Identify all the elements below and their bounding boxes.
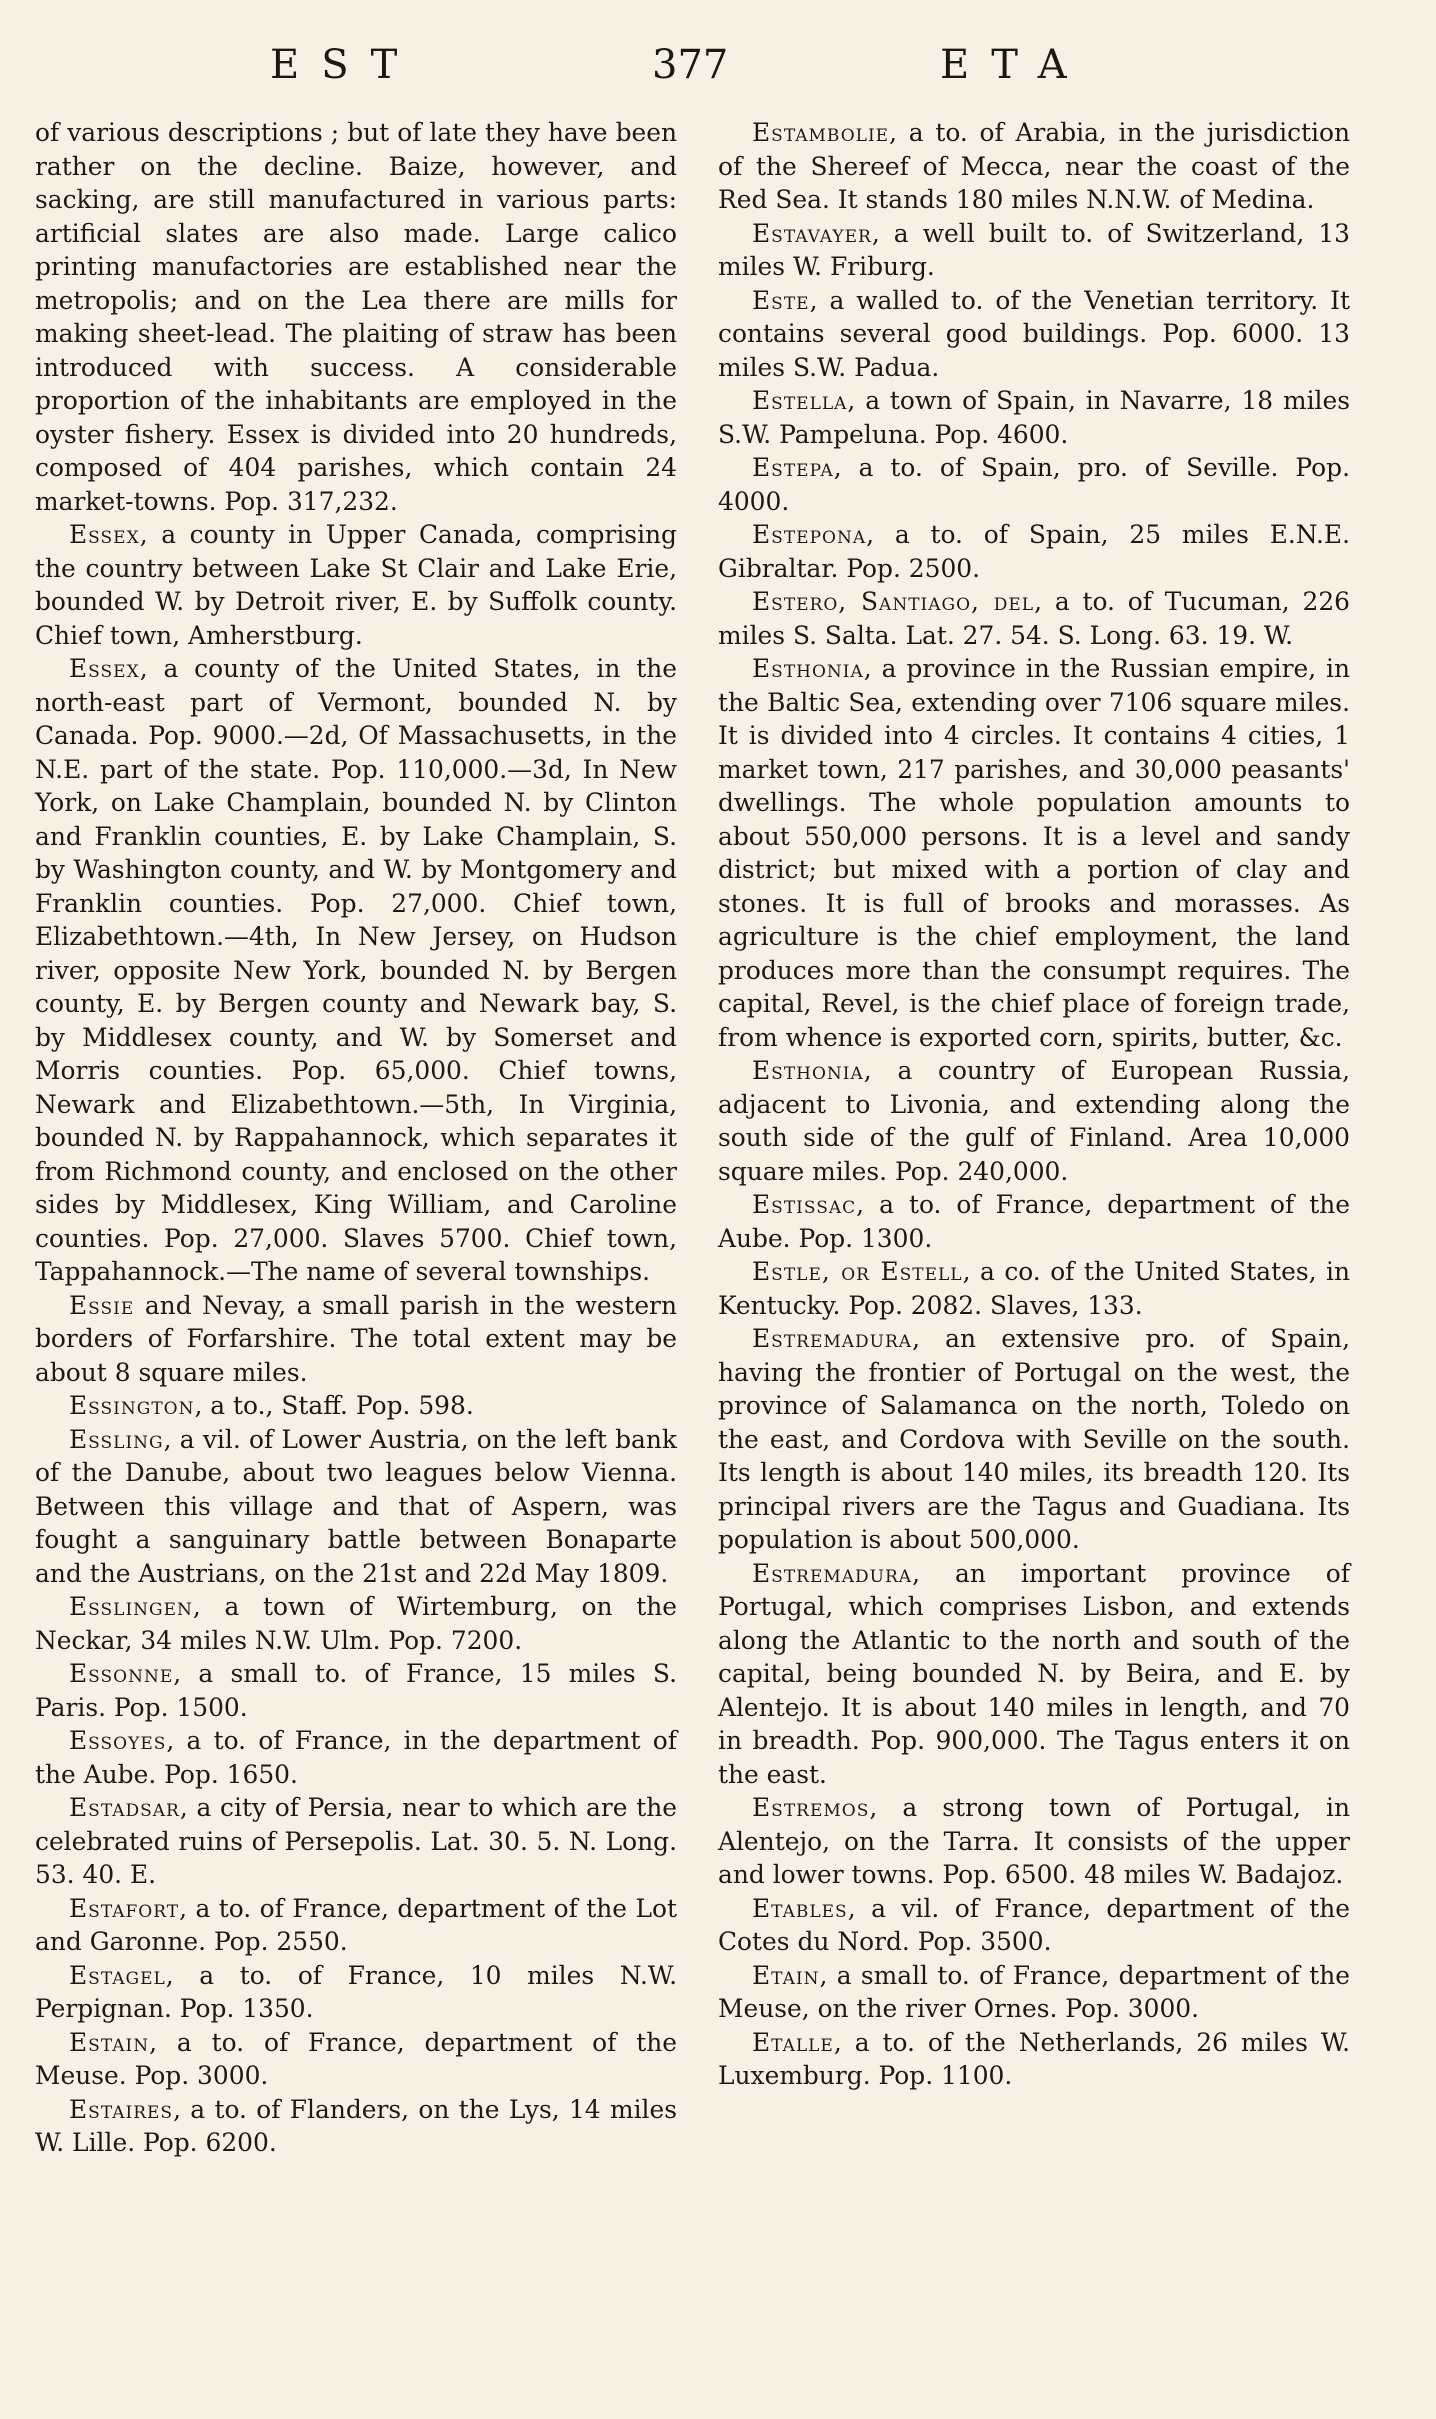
- entry-text: , a small to. of France, 15 miles S. Paris. Pop. 1500.: [35, 1659, 677, 1722]
- gazetteer-entry: [718, 1791, 1350, 1892]
- entry-text: , a town of Spain, in Navarre, 18 miles S.W. Pampeluna. Pop. 4600.: [718, 386, 1350, 449]
- gazetteer-entry: [718, 1322, 1350, 1557]
- gazetteer-entry: [718, 1054, 1350, 1188]
- entry-text: , a city of Persia, near to which are the celebrated ruins of Persepolis. Lat. 30. 5. N. Long. 53. 40. E.: [35, 1793, 677, 1889]
- gazetteer-entry: [35, 2093, 677, 2160]
- entry-headword: Estadsar: [69, 1793, 180, 1822]
- entry-headword: Essoyes: [69, 1726, 167, 1755]
- entry-text: , a country of European Russia, adjacent to Livonia, and extending along the south side of the gulf of Finland. Area 10,000 square miles. Pop. 240,000.: [718, 1056, 1350, 1186]
- entry-headword: Estissac: [752, 1190, 857, 1219]
- entry-headword: Estavayer: [752, 218, 872, 248]
- entry-text: , an extensive pro. of Spain, having the frontier of Portugal on the west, the province of Salamanca on the north, Toledo on the east, and Cordova with Seville on the south. Its length is about 140 miles, its breadth 120. Its principal rivers are the Tagus and Guadiana. Its population is about 500,000.: [718, 1324, 1350, 1554]
- entry-text: , a small to. of France, department of the Meuse, on the river Ornes. Pop. 3000.: [718, 1960, 1350, 2023]
- entry-text: , a vil. of Lower Austria, on the left bank of the Danube, about two leagues below Vienna. Between this village and that of Aspern, was fought a sanguinary battle between Bonaparte and the Austrians, on the 21st and 22d May 1809.: [35, 1424, 677, 1588]
- entry-text: , a to. of France, in the department of the Aube. Pop. 1650.: [35, 1726, 677, 1789]
- gazetteer-entry: [35, 1657, 677, 1724]
- gazetteer-entry: [35, 1289, 677, 1390]
- entry-headword: Esslingen: [69, 1592, 193, 1621]
- header-left-guide-word: EST: [270, 42, 420, 88]
- entry-text: , a to. of France, 10 miles N.W. Perpignan. Pop. 1350.: [35, 1960, 677, 2023]
- entry-headword: Estella: [752, 386, 848, 415]
- gazetteer-entry: [35, 1892, 677, 1959]
- entry-text: , an important province of Portugal, which comprises Lisbon, and extends along the Atlantic to the north and south of the capital, being bounded N. by Beira, and E. by Alentejo. It is about 140 miles in length, and 70 in breadth. Pop. 900,000. The Tagus enters it on the east.: [718, 1558, 1350, 1789]
- left-column: [35, 116, 677, 2160]
- entry-text: , a to. of the Netherlands, 26 miles W. Luxemburg. Pop. 1100.: [718, 2027, 1350, 2090]
- header-right-guide-word: ETA: [940, 42, 1089, 88]
- gazetteer-entry: [718, 585, 1350, 652]
- page-number: 377: [652, 42, 729, 88]
- entry-text: , a co. of the United States, in Kentucky. Pop. 2082. Slaves, 133.: [718, 1257, 1351, 1320]
- entry-text: of various descriptions ; but of late they have been rather on the decline. Baize, however, and sacking, are still manufactured in various parts: artificial slates are also made. Large calico printing manufactories are established near the metropolis; and on the Lea there are mills for making sheet-lead. The plaiting of straw has been introduced with success. A considerable proportion of the inhabitants are employed in the oyster fishery. Essex is divided into 20 hundreds, composed of 404 parishes, which contain 24 market-towns. Pop. 317,232.: [35, 118, 677, 516]
- entry-text: and Nevay, a small parish in the western borders of Forfarshire. The total extent may be about 8 square miles.: [35, 1290, 677, 1387]
- gazetteer-entry: [718, 1557, 1350, 1792]
- gazetteer-entry: [718, 1892, 1350, 1959]
- gazetteer-entry: [35, 2026, 677, 2093]
- entry-headword: Estafort: [69, 1893, 180, 1923]
- gazetteer-entry: [35, 518, 677, 652]
- entry-text: , a to. of Spain, pro. of Seville. Pop. 4000.: [718, 453, 1350, 516]
- gazetteer-entry: [718, 1255, 1350, 1322]
- entry-text: , a well built to. of Switzerland, 13 miles W. Friburg.: [718, 218, 1350, 281]
- gazetteer-entry: [35, 1959, 677, 2026]
- entry-text: , a to. of Spain, 25 miles E.N.E. Gibraltar. Pop. 2500.: [718, 520, 1350, 583]
- entry-headword: Esthonia: [752, 654, 864, 683]
- entry-headword: Estremadura: [752, 1324, 913, 1353]
- gazetteer-entry: [35, 1423, 677, 1591]
- entry-headword: Estepa: [752, 453, 834, 482]
- entry-headword: Estain: [69, 2027, 150, 2057]
- gazetteer-entry: [35, 116, 677, 518]
- entry-text: , a strong town of Portugal, in Alentejo, on the Tarra. It consists of the upper and lower towns. Pop. 6500. 48 miles W. Badajoz.: [718, 1793, 1350, 1889]
- entry-headword: Estaires: [69, 2094, 174, 2124]
- gazetteer-entry: [718, 384, 1350, 451]
- entry-text: , a county of the United States, in the north-east part of Vermont, bounded N. by Canada. Pop. 9000.—2d, Of Massachusetts, in the N.E. part of the state. Pop. 110,000.—3d, In New York, on Lake Champlain, bounded N. by Clinton and Franklin counties, E. by Lake Champlain, S. by Washington county, and W. by Montgomery and Franklin counties. Pop. 27,000. Chief town, Elizabethtown.—4th, In New Jersey, on Hudson river, opposite New York, bounded N. by Bergen county, E. by Bergen county and Newark bay, S. by Middlesex county, and W. by Somerset and Morris counties. Pop. 65,000. Chief towns, Newark and Elizabethtown.—5th, In Virginia, bounded N. by Rappahannock, which separates it from Richmond county, and enclosed on the other sides by Middlesex, King William, and Caroline counties. Pop. 27,000. Slaves 5700. Chief town, Tappahannock.—The name of several townships.: [35, 654, 677, 1286]
- entry-headword: Etables: [752, 1893, 848, 1923]
- entry-headword: Essonne: [69, 1659, 174, 1688]
- gazetteer-entry: [35, 1590, 677, 1657]
- entry-headword: Essie: [69, 1290, 135, 1320]
- entry-headword: Estero, Santiago, del: [752, 587, 1035, 616]
- gazetteer-entry: [718, 1188, 1350, 1255]
- entry-text: , a town of Wirtemburg, on the Neckar, 34 miles N.W. Ulm. Pop. 7200.: [35, 1592, 677, 1655]
- entry-text: , a province in the Russian empire, in the Baltic Sea, extending over 7106 square miles. It is divided into 4 circles. It contains 4 cities, 1 market town, 217 parishes, and 30,000 peasants' dwellings. The whole population amounts to about 550,000 persons. It is a level and sandy district; but mixed with a portion of clay and stones. It is full of brooks and morasses. As agriculture is the chief employment, the land produces more than the consumpt requires. The capital, Revel, is the chief place of foreign trade, from whence is exported corn, spirits, butter, &c.: [718, 654, 1350, 1052]
- entry-headword: Estagel: [69, 1960, 166, 1990]
- entry-text: , a to. of Flanders, on the Lys, 14 miles W. Lille. Pop. 6200.: [35, 2094, 677, 2157]
- entry-text: , a county in Upper Canada, comprising the country between Lake St Clair and Lake Erie, bounded W. by Detroit river, E. by Suffolk county. Chief town, Amherstburg.: [35, 520, 677, 650]
- entry-headword: Estremadura: [752, 1558, 913, 1588]
- entry-headword: Este: [752, 285, 810, 315]
- entry-text: , a vil. of France, department of the Cotes du Nord. Pop. 3500.: [718, 1893, 1350, 1956]
- entry-headword: Essex: [69, 520, 140, 549]
- gazetteer-entry: [35, 1389, 677, 1423]
- gazetteer-entry: [35, 652, 677, 1289]
- entry-headword: Estremos: [752, 1793, 870, 1822]
- entry-text: , a to. of France, department of the Lot and Garonne. Pop. 2550.: [35, 1893, 677, 1956]
- entry-text: , a to. of Arabia, in the jurisdiction of the Shereef of Mecca, near the coast of the Red Sea. It stands 180 miles N.N.W. of Medina.: [718, 118, 1350, 214]
- entry-text: , a to., Staff. Pop. 598.: [194, 1391, 474, 1420]
- entry-headword: Estle, or Estell: [752, 1257, 963, 1286]
- entry-text: , a to. of Tucuman, 226 miles S. Salta. Lat. 27. 54. S. Long. 63. 19. W.: [718, 587, 1350, 650]
- entry-headword: Etalle: [752, 2027, 834, 2057]
- entry-headword: Esthonia: [752, 1056, 864, 1085]
- entry-headword: Essex: [69, 654, 140, 683]
- gazetteer-entry: [35, 1724, 677, 1791]
- running-header: [0, 42, 1436, 102]
- gazetteer-entry: [718, 2026, 1350, 2093]
- entry-text: , a to. of France, department of the Meuse. Pop. 3000.: [35, 2027, 677, 2090]
- gazetteer-entry: [718, 1959, 1350, 2026]
- gazetteer-entry: [35, 1791, 677, 1892]
- entry-text: , a to. of France, department of the Aube. Pop. 1300.: [718, 1190, 1350, 1253]
- gazetteer-entry: [718, 518, 1350, 585]
- entry-text: , a walled to. of the Venetian territory. It contains several good buildings. Pop. 6000. 13 miles S.W. Padua.: [718, 285, 1350, 382]
- gazetteer-entry: [718, 652, 1350, 1054]
- right-column: [718, 116, 1350, 2093]
- gazetteer-entry: [718, 284, 1350, 385]
- entry-headword: Etain: [752, 1960, 820, 1990]
- gazetteer-entry: [718, 451, 1350, 518]
- entry-headword: Estepona: [752, 520, 867, 549]
- gazetteer-entry: [718, 116, 1350, 217]
- entry-headword: Estambolie: [752, 118, 890, 147]
- entry-headword: Essington: [69, 1391, 195, 1420]
- gazetteer-entry: [718, 217, 1350, 284]
- entry-headword: Essling: [69, 1424, 164, 1454]
